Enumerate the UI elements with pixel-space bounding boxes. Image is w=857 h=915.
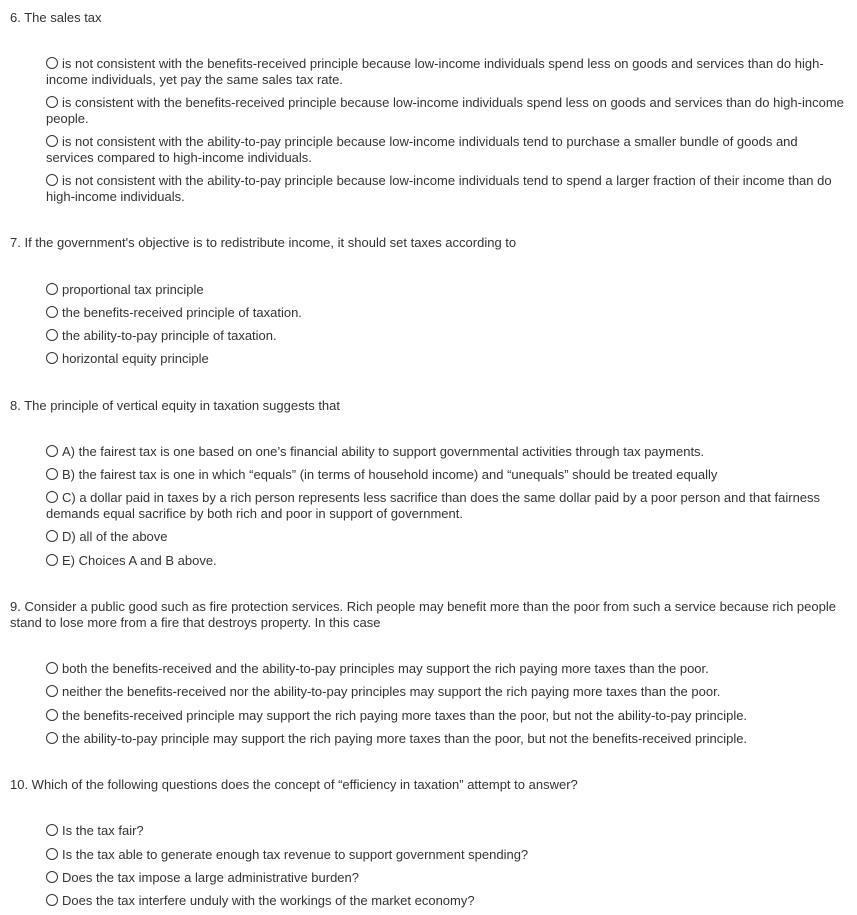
option-label: D) all of the above [62, 529, 168, 544]
question-8-option-c[interactable] [46, 490, 846, 522]
radio-button[interactable] [46, 283, 58, 295]
question-9-option-1[interactable] [46, 661, 846, 677]
radio-button[interactable] [46, 685, 58, 697]
question-9-option-2[interactable] [46, 684, 846, 700]
radio-button[interactable] [46, 174, 58, 186]
radio-button[interactable] [46, 491, 58, 503]
option-label: B) the fairest tax is one in which “equals” (in terms of household income) and “unequals” should be treated equally [62, 467, 718, 482]
question-9-text: 9. Consider a public good such as fire protection services. Rich people may benefit more than the poor from such a service because rich people stand to lose more from a fire that destroys property. In this case [10, 599, 836, 630]
option-label: the ability-to-pay principle of taxation. [62, 328, 277, 343]
question-6-option-1[interactable] [46, 56, 846, 88]
question-7-option-4[interactable] [46, 351, 846, 367]
question-6-option-4[interactable] [46, 173, 846, 205]
question-10-option-3[interactable] [46, 870, 846, 886]
question-8-option-b[interactable] [46, 467, 846, 483]
option-label: is not consistent with the ability-to-pay principle because low-income individuals tend to spend a larger fraction of their income than do high-income individuals. [46, 173, 832, 204]
question-7-option-3[interactable] [46, 328, 846, 344]
question-8-option-d[interactable] [46, 529, 846, 545]
question-8-option-e[interactable] [46, 553, 846, 569]
question-6-text: 6. The sales tax [10, 10, 102, 25]
radio-button[interactable] [46, 306, 58, 318]
question-10-option-1[interactable] [46, 823, 846, 839]
option-label: the benefits-received principle may support the rich paying more taxes than the poor, but not the ability-to-pay principle. [62, 708, 748, 723]
option-label: horizontal equity principle [62, 351, 209, 366]
radio-button[interactable] [46, 96, 58, 108]
option-label: proportional tax principle [62, 282, 204, 297]
question-10-option-2[interactable] [46, 847, 846, 863]
radio-button[interactable] [46, 352, 58, 364]
question-7-option-2[interactable] [46, 305, 846, 321]
radio-button[interactable] [46, 554, 58, 566]
option-label: C) a dollar paid in taxes by a rich person represents less sacrifice than does the same dollar paid by a poor person and that fairness demands equal sacrifice by both rich and poor in support of government. [46, 490, 821, 521]
radio-button[interactable] [46, 57, 58, 69]
option-label: is not consistent with the benefits-received principle because low-income individuals spend less on goods and services than do high-income individuals, yet pay the same sales tax rate. [46, 56, 824, 87]
question-6-option-2[interactable] [46, 95, 846, 127]
radio-button[interactable] [46, 329, 58, 341]
question-9-option-4[interactable] [46, 731, 846, 747]
radio-button[interactable] [46, 848, 58, 860]
radio-button[interactable] [46, 135, 58, 147]
option-label: is not consistent with the ability-to-pay principle because low-income individuals tend to purchase a smaller bundle of goods and services compared to high-income individuals. [46, 134, 798, 165]
option-label: is consistent with the benefits-received principle because low-income individuals spend less on goods and services than do high-income people. [46, 95, 844, 126]
option-label: Does the tax impose a large administrative burden? [62, 870, 359, 885]
radio-button[interactable] [46, 894, 58, 906]
option-label: E) Choices A and B above. [62, 553, 217, 568]
radio-button[interactable] [46, 468, 58, 480]
option-label: Is the tax fair? [62, 823, 144, 838]
radio-button[interactable] [46, 662, 58, 674]
radio-button[interactable] [46, 530, 58, 542]
question-7-text: 7. If the government's objective is to redistribute income, it should set taxes according to [10, 235, 517, 250]
option-label: both the benefits-received and the ability-to-pay principles may support the rich paying more taxes than the poor. [62, 661, 709, 676]
option-label: the benefits-received principle of taxation. [62, 305, 302, 320]
option-label: Is the tax able to generate enough tax revenue to support government spending? [62, 847, 529, 862]
question-8-option-a[interactable] [46, 444, 846, 460]
radio-button[interactable] [46, 732, 58, 744]
option-label: A) the fairest tax is one based on one’s financial ability to support governmental activities through tax payments. [62, 444, 705, 459]
option-label: neither the benefits-received nor the ability-to-pay principles may support the rich paying more taxes than the poor. [62, 684, 721, 699]
question-6-option-3[interactable] [46, 134, 846, 166]
radio-button[interactable] [46, 871, 58, 883]
question-9-option-3[interactable] [46, 708, 846, 724]
question-10-option-4[interactable] [46, 893, 846, 909]
question-8-text: 8. The principle of vertical equity in taxation suggests that [10, 398, 341, 413]
option-label: Does the tax interfere unduly with the workings of the market economy? [62, 893, 475, 908]
radio-button[interactable] [46, 445, 58, 457]
radio-button[interactable] [46, 709, 58, 721]
question-7-option-1[interactable] [46, 282, 846, 298]
radio-button[interactable] [46, 824, 58, 836]
question-10-text: 10. Which of the following questions does the concept of “efficiency in taxation” attempt to answer? [10, 777, 578, 792]
option-label: the ability-to-pay principle may support the rich paying more taxes than the poor, but not the benefits-received principle. [62, 731, 748, 746]
